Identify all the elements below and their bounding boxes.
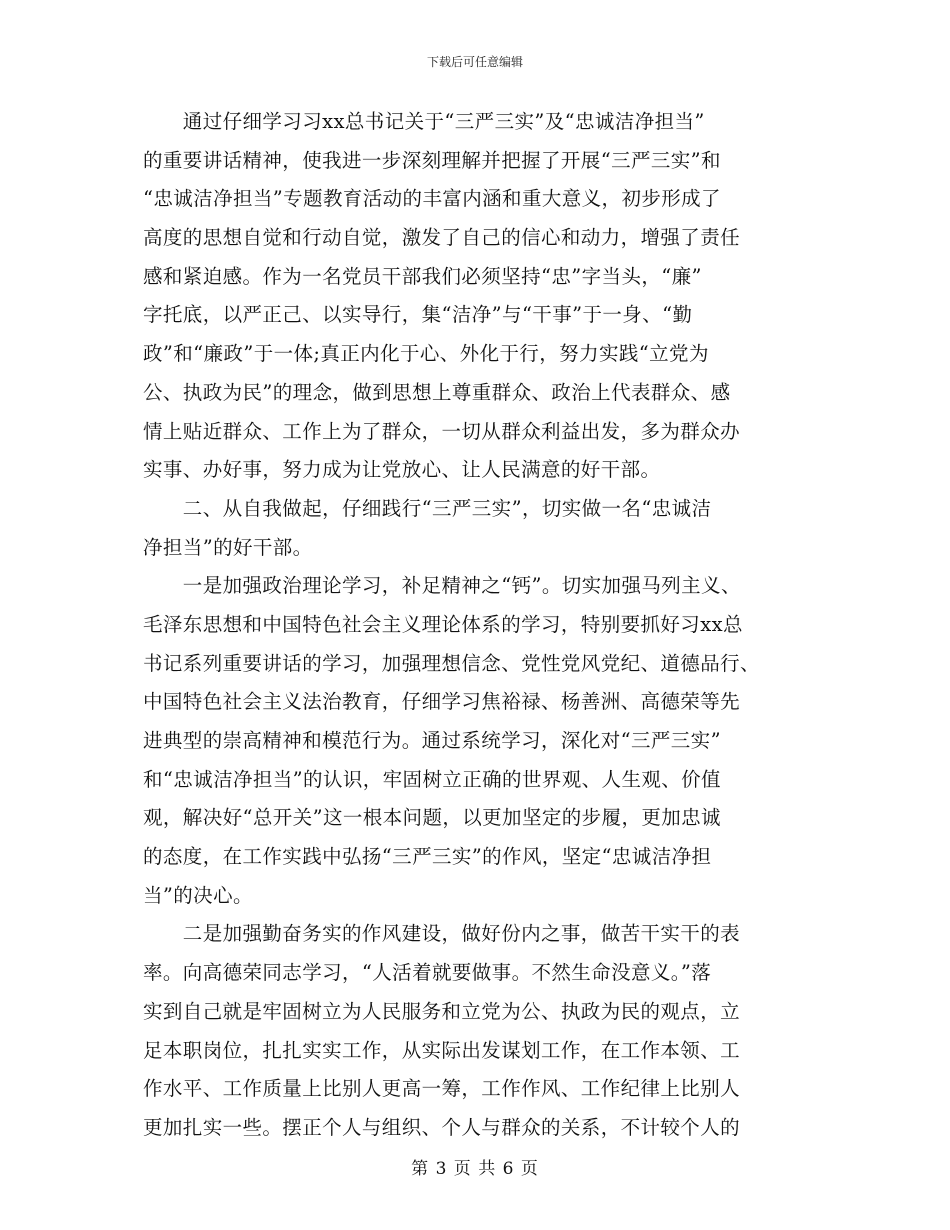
text-line: 一是加强政治理论学习，补足精神之“钙”。切实加强马列主义、 [143,574,741,598]
document-body [143,103,808,1148]
text-line: 公、执政为民”的理念，做到思想上尊重群众、政治上代表群众、感 [143,380,731,404]
page-number-footer: 第 3 页 共 6 页 [411,1159,539,1179]
text-line: 观，解决好“总开关”这一根本问题，以更加坚定的步履，更加忠诚 [143,806,721,830]
text-line: “忠诚洁净担当”专题教育活动的丰富内涵和重大意义，初步形成了 [143,187,721,211]
text-line: 毛泽东思想和中国特色社会主义理论体系的学习，特别要抓好习xx总 [143,612,743,636]
text-line: 政”和“廉政”于一体;真正内化于心、外化于行，努力实践“立党为 [143,342,709,366]
text-line: 和“忠诚洁净担当”的认识，牢固树立正确的世界观、人生观、价值 [143,767,721,791]
text-line: 感和紧迫感。作为一名党员干部我们必须坚持“忠”字当头，“廉” [143,264,702,288]
text-line: 的重要讲话精神，使我进一步深刻理解并把握了开展“三严三实”和 [143,148,721,172]
text-line: 情上贴近群众、工作上为了群众，一切从群众利益出发，多为群众办 [143,419,741,443]
text-line: 当”的决心。 [143,883,253,907]
text-line: 书记系列重要讲话的学习，加强理想信念、党性党风党纪、道德品行、 [143,651,760,675]
text-line: 足本职岗位，扎扎实实工作，从实际出发谋划工作，在工作本领、工 [143,1038,741,1062]
text-line: 通过仔细学习习xx总书记关于“三严三实”及“忠诚洁净担当” [143,110,705,133]
text-line: 进典型的崇高精神和模范行为。通过系统学习，深化对“三严三实” [143,729,721,752]
text-line: 字托底，以严正己、以实导行，集“洁净”与“干事”于一身、“勤 [143,303,693,327]
text-line: 净担当”的好干部。 [143,535,313,559]
text-line: 更加扎实一些。摆正个人与组织、个人与群众的关系，不计较个人的 [143,1115,741,1139]
text-line: 高度的思想自觉和行动自觉，激发了自己的信心和动力，增强了责任 [143,226,741,250]
text-line: 作水平、工作质量上比别人更高一筹，工作作风、工作纪律上比别人 [143,1077,741,1101]
page-header: 下载后可任意编辑 [426,55,523,69]
text-line: 实到自己就是牢固树立为人民服务和立党为公、执政为民的观点，立 [143,999,741,1023]
text-line: 中国特色社会主义法治教育，仔细学习焦裕禄、杨善洲、高德荣等先 [143,690,741,714]
text-line: 实事、办好事，努力成为让党放心、让人民满意的好干部。 [143,458,661,482]
text-line: 率。向高德荣同志学习，“人活着就要做事。不然生命没意义。”落 [143,961,712,985]
text-line: 二是加强勤奋务实的作风建设，做好份内之事，做苦干实干的表 [143,922,741,946]
text-line: 二、从自我做起，仔细践行“三严三实”，切实做一名“忠诚洁 [143,496,712,520]
text-line: 的态度，在工作实践中弘扬“三严三实”的作风，坚定“忠诚洁净担 [143,845,712,869]
